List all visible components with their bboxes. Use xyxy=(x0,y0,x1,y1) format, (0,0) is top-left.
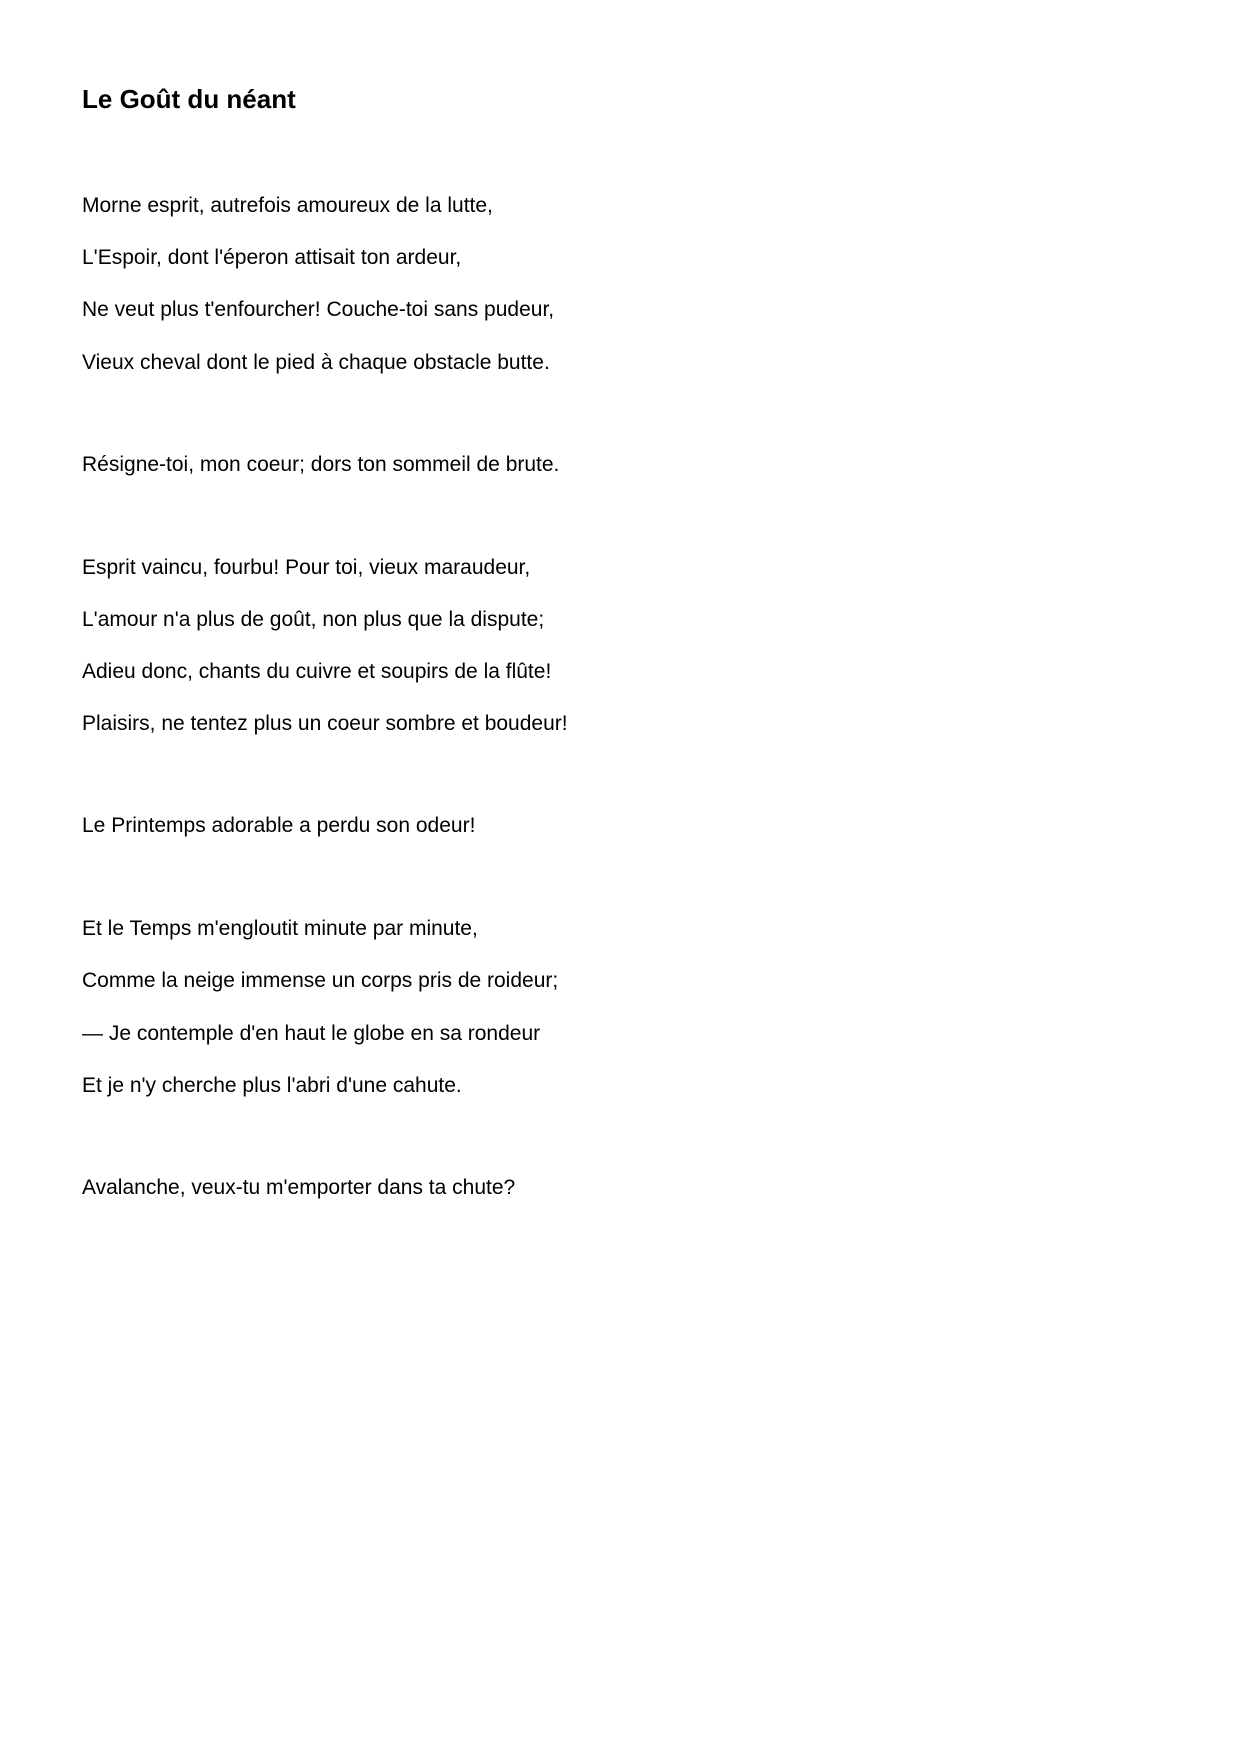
poem-line: L'Espoir, dont l'éperon attisait ton ardeur, xyxy=(82,246,462,269)
poem-line: Et je n'y cherche plus l'abri d'une cahute. xyxy=(82,1074,462,1097)
poem-line: Esprit vaincu, fourbu! Pour toi, vieux maraudeur, xyxy=(82,556,531,579)
poem-line: Avalanche, veux-tu m'emporter dans ta chute? xyxy=(82,1176,516,1199)
poem-line: Morne esprit, autrefois amoureux de la lutte, xyxy=(82,194,493,217)
poem-line: Et le Temps m'engloutit minute par minute, xyxy=(82,917,478,940)
poem-line: Plaisirs, ne tentez plus un coeur sombre et boudeur! xyxy=(82,712,568,735)
poem-line: Ne veut plus t'enfourcher! Couche-toi sans pudeur, xyxy=(82,298,555,321)
poem-line: — Je contemple d'en haut le globe en sa rondeur xyxy=(82,1022,541,1045)
poem-line: Le Printemps adorable a perdu son odeur! xyxy=(82,814,476,837)
poem-line: Résigne-toi, mon coeur; dors ton sommeil de brute. xyxy=(82,453,560,476)
poem-title: Le Goût du néant xyxy=(82,84,296,114)
poem-line: L'amour n'a plus de goût, non plus que la dispute; xyxy=(82,608,545,631)
poem-line: Adieu donc, chants du cuivre et soupirs de la flûte! xyxy=(82,660,552,683)
poem-line: Comme la neige immense un corps pris de roideur; xyxy=(82,969,559,992)
poem-line: Vieux cheval dont le pied à chaque obstacle butte. xyxy=(82,351,550,374)
